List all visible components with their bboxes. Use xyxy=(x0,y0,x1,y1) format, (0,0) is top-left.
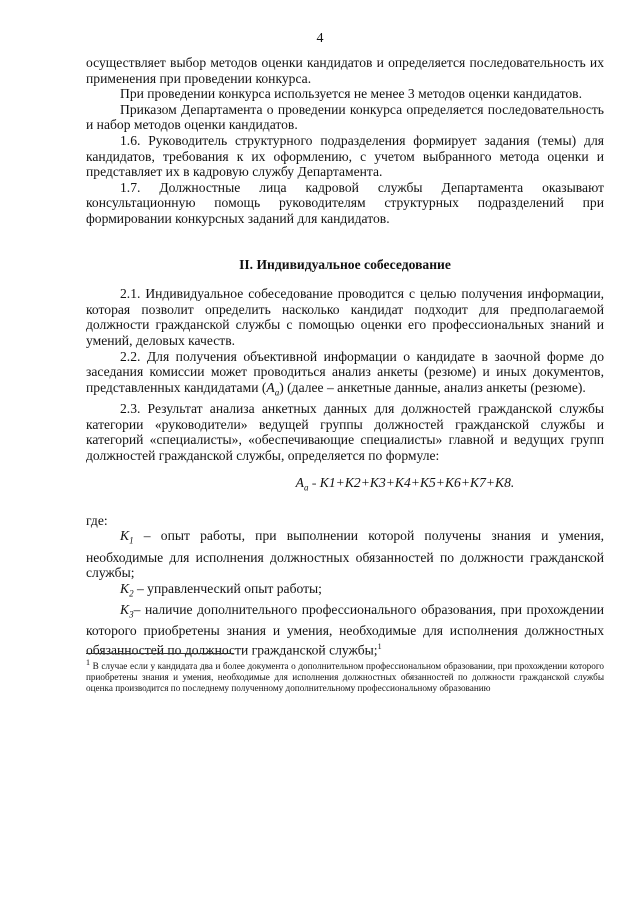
k1-symbol: K xyxy=(120,528,130,544)
paragraph-2-2 xyxy=(86,349,604,402)
footnote-mark: 1 xyxy=(86,658,90,667)
paragraph-2-2-start: 2.2. Для получения объективной информации о кандидате в заочной форме до заседания комиссии может проводиться анализ анкеты (резюме) и иных документов, представленных кандидатами ( xyxy=(86,348,604,395)
page-number: 4 xyxy=(316,31,324,46)
footnote-text: В случае если у кандидата два и более документа о дополнительном профессиональном образовании, при прохождении которого приобретены знания и умения, необходимые для исполнения должностных обязанностей по должности гражданской службы оценка производится по последнему полученному дополнительному профессиональному образованию xyxy=(86,661,604,694)
formula-rhs: K1+K2+K3+K4+K5+K6+K7+K8. xyxy=(319,475,515,491)
definition-k2 xyxy=(86,581,604,602)
document-body xyxy=(86,55,604,658)
formula-lhs-sub: a xyxy=(303,483,309,494)
paragraph-2-1: 2.1. Индивидуальное собеседование проводится с целью получения информации, которая позволит определить насколько кандидат подходит для предполагаемой должности гражданской службы с помощью оценки его профессиональных знаний и умений, деловых качеств. xyxy=(86,286,604,348)
formula-equals: = xyxy=(311,480,317,490)
formula xyxy=(86,475,604,496)
k3-sub: 3 xyxy=(129,609,134,620)
paragraph-1-7: 1.7. Должностные лица кадровой службы Департамента оказывают консультационную помощь руководителям структурных подразделений при формировании конкурсных заданий для кандидатов. xyxy=(86,179,604,226)
anketa-symbol-sub: a xyxy=(274,387,280,398)
paragraph-2-2-end: ) (далее – анкетные данные, анализ анкеты (резюме). xyxy=(279,379,586,395)
paragraph-order-decree: Приказом Департамента о проведении конкурса определяется последовательность и набор методов оценки кандидатов. xyxy=(86,101,604,133)
k1-text: – опыт работы, при выполнении которой получены знания и умения, необходимые для исполнения должностных обязанностей по должности гражданской службы; xyxy=(86,528,604,581)
paragraph-1-6: 1.6. Руководитель структурного подразделения формирует задания (темы) для кандидатов, требования к их оформлению, с учетом выбранного метода оценки и представляет их в кадровую службу Департамента. xyxy=(86,132,604,180)
k2-symbol: K xyxy=(120,580,130,596)
footnote xyxy=(86,657,604,694)
formula-lhs: A xyxy=(295,475,304,491)
where-label: где: xyxy=(86,512,108,528)
paragraph-2-3: 2.3. Результат анализа анкетных данных для должностей гражданской службы категории «руководители» ведущей группы должностей гражданской службы и категорий «специалисты», «обеспечивающие специалисты» главной и ведущих групп должностей гражданской службы, определяется по формуле: xyxy=(86,401,604,463)
k3-text: – наличие дополнительного профессионального образования, при прохождении которого приобретены знания и умения, необходимые для исполнения должностных обязанностей по должности гражданской службы; xyxy=(86,602,604,658)
definition-k3 xyxy=(86,602,604,658)
anketa-symbol: A xyxy=(266,379,275,395)
paragraph-methods-order: осуществляет выбор методов оценки кандидатов и определяется последовательность их применения при проведении конкурса. xyxy=(86,55,604,86)
k2-sub: 2 xyxy=(129,588,134,599)
paragraph-min-methods: При проведении конкурса используется не менее 3 методов оценки кандидатов. xyxy=(120,86,582,102)
k1-sub: 1 xyxy=(129,536,134,546)
definition-k1 xyxy=(86,528,604,581)
section-heading: II. Индивидуальное собеседование xyxy=(239,256,451,272)
footnote-reference[interactable]: 1 xyxy=(377,642,382,651)
k3-symbol: K xyxy=(120,602,130,618)
footnote-divider xyxy=(86,653,234,654)
k2-text: – управленческий опыт работы; xyxy=(133,580,322,596)
